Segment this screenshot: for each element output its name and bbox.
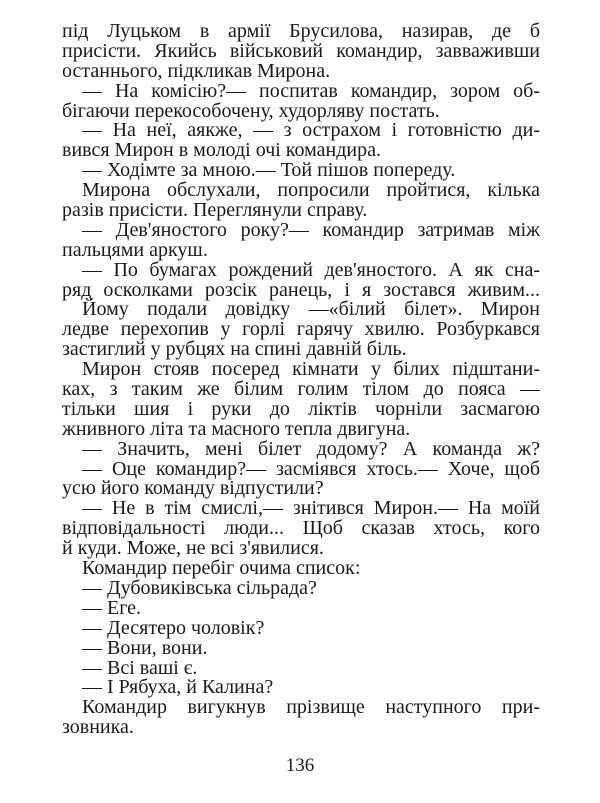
text-line: — Ходімте за мною.— Той пішов попереду.: [82, 159, 456, 182]
text-line: пальцями аркуш.: [62, 238, 208, 261]
book-page-text: [62, 22, 540, 738]
text-line: — Десятеро чоловік?: [82, 616, 265, 639]
text-line: — По бумагах рождений дев'яностого. А як сна-: [82, 258, 540, 281]
text-line: — І Рябуха, й Калина?: [82, 676, 274, 699]
text-line: бігаючи перекособочену, худорляву постать.: [62, 99, 440, 122]
text-line: — Дев'яностого року?— командир затримав між: [82, 218, 540, 241]
text-line: Йому подали довідку —«білий білет». Мирон: [82, 298, 540, 321]
text-line: — Значить, мені білет додому? А команда ж?: [82, 437, 540, 460]
text-line: застиглий у рубцях на спині давній біль.: [62, 338, 407, 361]
page-number: 136: [285, 755, 315, 776]
text-line: Командир вигукнув прізвище наступного при-: [82, 696, 540, 719]
text-line: усю його команду відпустили?: [62, 477, 324, 500]
text-line: — На неї, аякже, — з острахом і готовністю ди-: [82, 119, 540, 142]
text-line: — Не в тім смислі,— знітився Мирон.— На моїй: [82, 497, 540, 520]
text-line: під Луцьком в армії Брусилова, назирав, де б: [62, 20, 540, 42]
text-line: тільки шия і руки до ліктів чорніли засмагою: [62, 397, 540, 420]
text-line: ряд осколками розсік ранець, і я зостався живим...: [62, 278, 540, 301]
text-line: — Дубовиківська сільрада?: [82, 576, 317, 599]
text-line: — Оце командир?— засміявся хтось.— Хоче, щоб: [82, 457, 540, 480]
text-line: — Еге.: [82, 596, 142, 619]
text-line: разів присісти. Переглянули справу.: [62, 199, 368, 222]
text-line: зовника.: [62, 716, 134, 739]
text-line: Командир перебіг очима список:: [82, 557, 361, 580]
text-line: відповідальності люди... Щоб сказав хтось, кого: [62, 517, 540, 540]
text-line: й куди. Може, не всі з'явилися.: [62, 537, 324, 560]
text-line: Мирон стояв посеред кімнати у білих підштани-: [82, 358, 540, 381]
text-line: — Вони, вони.: [82, 636, 208, 659]
text-line: ках, з таким же білим голим тілом до пояса —: [62, 378, 540, 401]
text-line: останнього, підкликав Мирона.: [62, 59, 331, 82]
text-line: ледве перехопив у горлі гарячу хвилю. Розбуркався: [62, 318, 540, 341]
text-line: жнивного літа та масного тепла двигуна.: [62, 417, 411, 440]
text-line: вився Мирон в молоді очі командира.: [62, 139, 381, 162]
text-line: — На комісію?— поспитав командир, зором об-: [82, 79, 540, 102]
text-line: — Всі ваші є.: [82, 656, 198, 679]
text-line: Мирона обслухали, попросили пройтися, кілька: [82, 179, 540, 202]
text-line: присісти. Якийсь військовий командир, завваживши: [62, 39, 540, 62]
